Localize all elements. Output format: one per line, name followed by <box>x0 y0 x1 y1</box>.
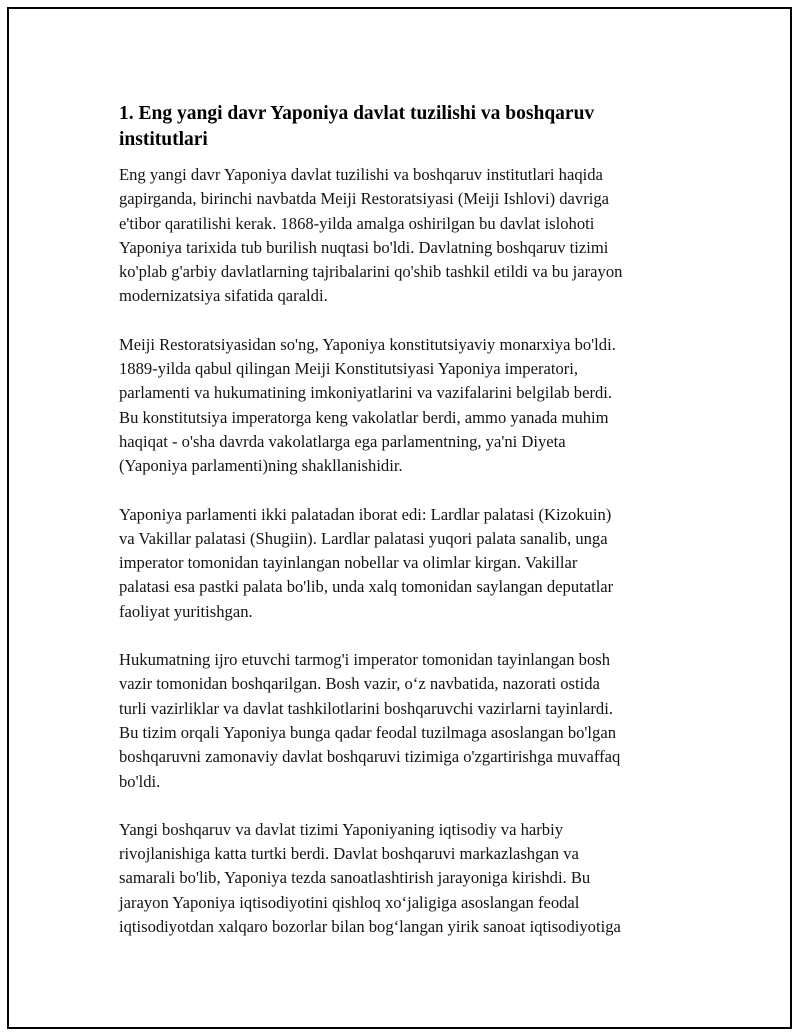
document-body <box>119 101 691 963</box>
section-heading-line-1: 1. Eng yangi davr Yaponiya davlat tuzilishi va boshqaruv <box>119 103 595 124</box>
page-frame <box>7 7 792 1029</box>
section-heading-line-2: institutlari <box>119 129 208 150</box>
paragraph-2: Meiji Restoratsiyasidan so'ng, Yaponiya konstitutsiyaviy monarxiya bo'ldi. 1889-yilda qabul qilingan Meiji Konstitutsiyasi Yaponiya imperatori, parlamenti va hukumatining imkoniyatlarini va vazifalarini belgilab berdi. Bu konstitutsiya imperatorga keng vakolatlar berdi, ammo yanada muhim haqiqat - o'sha davrda vakolatlarga ega parlamentning, ya'ni Diyeta (Yaponiya parlamenti)ning shakllanishidir. <box>119 334 616 476</box>
paragraph-4: Hukumatning ijro etuvchi tarmog'i imperator tomonidan tayinlangan bosh vazir tomonidan boshqarilgan. Bosh vazir, o‘z navbatida, nazorati ostida turli vazirliklar va davlat tashkilotlarini boshqaruvchi vazirlarni tayinlardi. Bu tizim orqali Yaponiya bunga qadar feodal tuzilmaga asoslangan bo'lgan boshqaruvni zamonaviy davlat boshqaruvi tizimiga o'zgartirishga muvaffaq bo'ldi. <box>119 650 621 791</box>
paragraph-5: Yangi boshqaruv va davlat tizimi Yaponiyaning iqtisodiy va harbiy rivojlanishiga katta turtki berdi. Davlat boshqaruvi markazlashgan va samarali bo'lib, Yaponiya tezda sanoatlashtirish jarayoniga kirishdi. Bu jarayon Yaponiya iqtisodiyotini qishloq xo‘jaligiga asoslangan feodal iqtisodiyotdan xalqaro bozorlar bilan bog‘langan yirik sanoat iqtisodiyotiga <box>119 819 621 937</box>
paragraph-1: Eng yangi davr Yaponiya davlat tuzilishi va boshqaruv institutlari haqida gapirganda, birinchi navbatda Meiji Restoratsiyasi (Meiji Ishlovi) davriga e'tibor qaratilishi kerak. 1868-yilda amalga oshirilgan bu davlat islohoti Yaponiya tarixida tub burilish nuqtasi bo'ldi. Davlatning boshqaruv tizimi ko'plab g'arbiy davlatlarning tajribalarini qo'shib tashkil etildi va bu jarayon modernizatsiya sifatida qaraldi. <box>119 165 623 306</box>
paragraph-3: Yaponiya parlamenti ikki palatadan iborat edi: Lardlar palatasi (Kizokuin) va Vakillar palatasi (Shugiin). Lardlar palatasi yuqori palata sanalib, unga imperator tomonidan tayinlangan nobellar va olimlar kirgan. Vakillar palatasi esa pastki palata bo'lib, unda xalq tomonidan saylangan deputatlar faoliyat yuritishgan. <box>119 504 614 621</box>
section-heading <box>119 101 691 153</box>
